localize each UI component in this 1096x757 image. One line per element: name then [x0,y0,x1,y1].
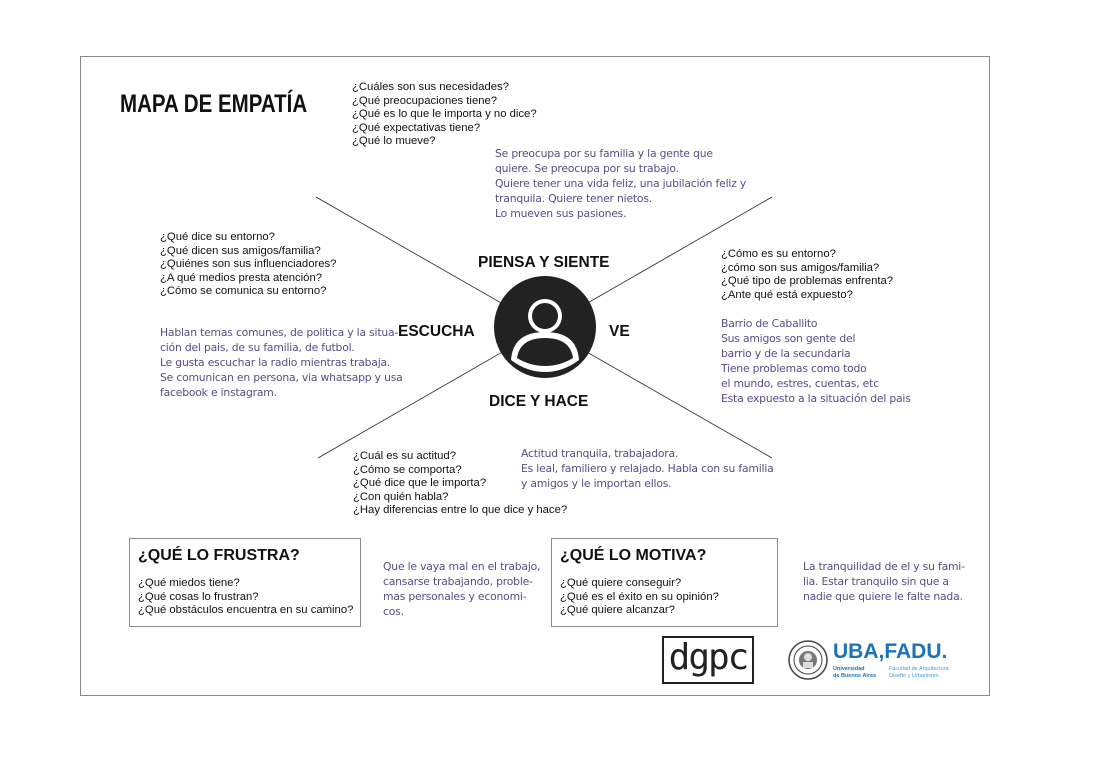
answer: barrio y de la secundaria [721,347,851,360]
question: ¿Qué tipo de problemas enfrenta? [721,275,894,288]
answer: cos. [383,605,404,618]
question: ¿Con quién habla? [353,490,449,503]
question: ¿Qué miedos tiene? [138,577,240,589]
motiva-title: ¿QUÉ LO MOTIVA? [560,547,707,564]
answer: Es leal, familiero y relajado. Habla con su familia [521,462,774,475]
question: ¿Ante qué está expuesto? [721,288,853,301]
question: ¿Quiénes son sus influenciadores? [160,258,337,271]
question: ¿Qué cosas lo frustran? [138,590,259,603]
answer: ción del pais, de su familia, de futbol. [160,341,355,354]
question: ¿Qué obstáculos encuentra en su camino? [138,604,354,617]
frustra-questions [138,577,353,618]
question: ¿Qué dice su entorno? [160,231,275,243]
answer: Hablan temas comunes, de politica y la situa- [160,326,399,339]
label-ve: VE [609,323,630,340]
frustra-box [129,538,361,627]
question: ¿Qué dicen sus amigos/familia? [160,244,321,257]
ve-answers [721,316,911,406]
frustra-answers [383,559,540,619]
answer: nadie que quiere le falte nada. [803,590,963,603]
motiva-questions [560,577,719,618]
answer: y amigos y le importan ellos. [521,477,672,490]
answer: facebook e instagram. [160,386,277,399]
answer: Tiene problemas como todo [721,362,867,375]
question: ¿Qué preocupaciones tiene? [352,94,498,107]
question: ¿Qué es el éxito en su opinión? [560,590,719,603]
question: ¿Qué quiere conseguir? [560,577,682,589]
question: ¿Hay diferencias entre lo que dice y hace? [353,504,568,517]
answer: lia. Estar tranquilo sin que a [803,575,949,588]
label-dice-y-hace: DICE Y HACE [489,393,589,410]
answer: Se comunican en persona, via whatsapp y usa [160,371,403,384]
label-escucha: ESCUCHA [398,323,475,340]
frustra-title: ¿QUÉ LO FRUSTRA? [138,547,300,564]
question: ¿Cómo se comporta? [353,463,462,476]
label-piensa-y-siente: PIENSA Y SIENTE [478,254,610,271]
answer: mas personales y economi- [383,590,527,603]
motiva-answers [803,559,965,604]
question: ¿cómo son sus amigos/familia? [721,261,880,274]
dgpc-logo: dgpc [662,636,754,684]
dice-answers [521,446,774,491]
question: ¿Qué quiere alcanzar? [560,604,675,617]
answer: Barrio de Caballito [721,317,818,330]
answer: La tranquilidad de el y su fami- [803,560,965,573]
uba-subtitle: Universidad de Buenos Aires [833,666,877,679]
page-title: MAPA DE EMPATÍA [120,90,308,118]
answer: Le gusta escuchar la radio mientras trabaja. [160,356,391,369]
piensa-answers [495,146,746,221]
uba-seal-icon [788,640,828,680]
answer: Sus amigos son gente del [721,332,856,345]
motiva-box [551,538,778,627]
question: ¿Qué expectativas tiene? [352,121,481,134]
question: ¿Cuál es su actitud? [353,450,456,462]
answer: tranquila. Quiere tener nietos. [495,192,652,205]
question: ¿A qué medios presta atención? [160,271,323,284]
answer: Lo mueven sus pasiones. [495,207,627,220]
question: ¿Qué dice que le importa? [353,477,487,490]
answer: Actitud tranquila, trabajadora. [521,447,679,460]
question: ¿Cuáles son sus necesidades? [352,81,509,93]
escucha-answers [160,325,403,400]
answer: Quiere tener una vida feliz, una jubilación feliz y [495,177,747,190]
escucha-questions [160,231,336,299]
uba-fadu-logo: UBA,FADU. [833,640,948,663]
question: ¿Qué lo mueve? [352,135,436,148]
answer: cansarse trabajando, proble- [383,575,533,588]
answer: el mundo, estres, cuentas, etc [721,377,879,390]
question: ¿Cómo se comunica su entorno? [160,285,327,298]
fadu-subtitle: Facultad de Arquitectura Diseño y Urbanismo [889,666,949,679]
ve-questions [721,248,893,302]
answer: Que le vaya mal en el trabajo, [383,560,541,573]
question: ¿Cómo es su entorno? [721,248,836,260]
question: ¿Qué es lo que le importa y no dice? [352,108,537,121]
answer: quiere. Se preocupa por su trabajo. [495,162,679,175]
piensa-questions [352,81,537,149]
answer: Se preocupa por su familia y la gente que [495,147,713,160]
answer: Esta expuesto a la situación del pais [721,392,911,405]
